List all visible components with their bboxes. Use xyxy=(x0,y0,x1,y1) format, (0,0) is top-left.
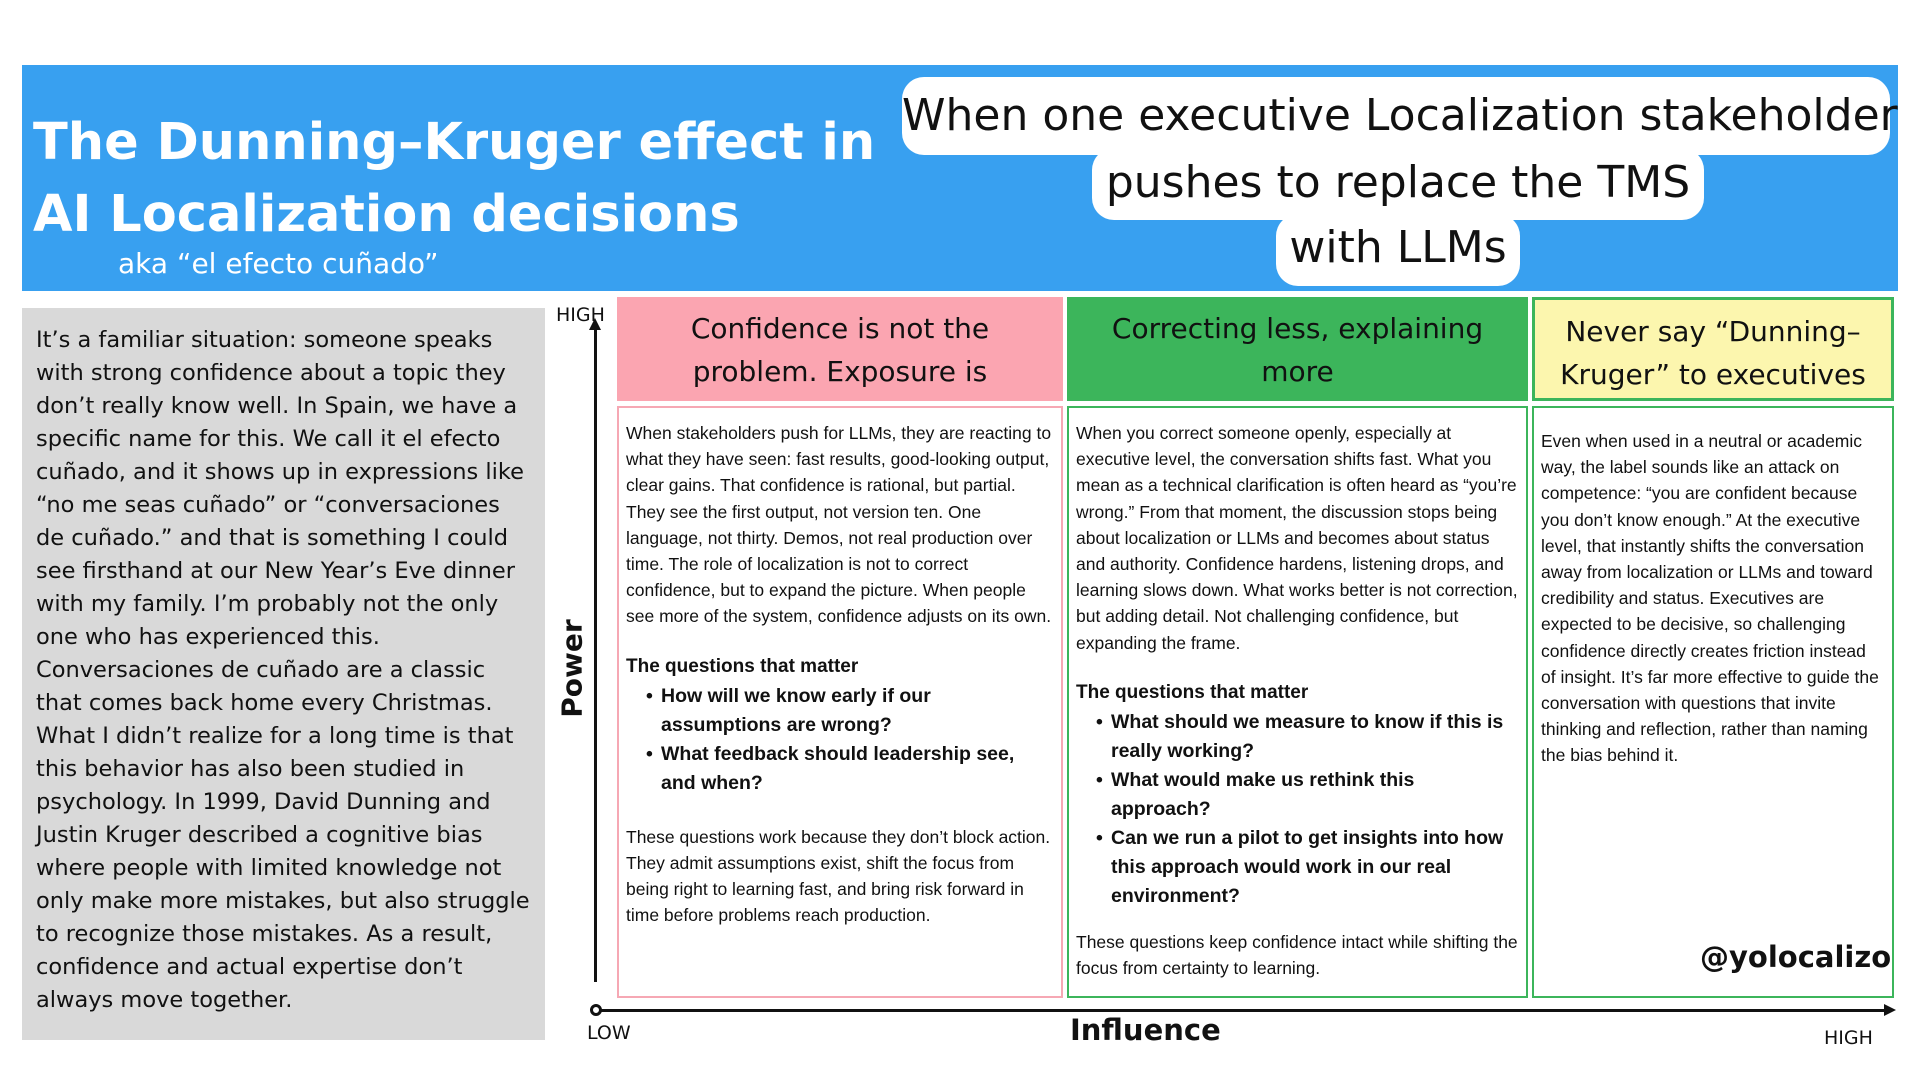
y-axis-line xyxy=(594,326,597,982)
list-item: • What feedback should leadership see, and when? xyxy=(646,740,1054,798)
column-2-text: When you correct someone openly, especially at executive level, the conversation shifts fast. What you mean as a technical clarification is often heard as “you’re wrong.” From that moment, the discussion stops being about localization or LLMs and becomes about status and authority. Confidence hardens, listening drops, and learning slows down. What works better is not correction, but adding detail. Not challenging confidence, but expanding the frame. xyxy=(1076,423,1518,653)
headline-bubble-line-1: When one executive Localization stakeholder xyxy=(902,77,1890,155)
column-2-body xyxy=(1067,406,1528,998)
column-3-body xyxy=(1532,406,1894,998)
intro-panel xyxy=(22,308,545,1040)
column-2-heading: Correcting less, explaining more xyxy=(1067,297,1528,401)
page-title: The Dunning–Kruger effect in AI Localization decisions xyxy=(33,113,876,244)
x-axis-line xyxy=(598,1009,1886,1012)
column-1-text: When stakeholders push for LLMs, they are reacting to what they have seen: fast results, good-looking output, clear gains. That confidence is rational, but partial. They see the first output, not version ten. One language, not thirty. Demos, not real production over time. The role of localization is not to correct confidence, but to expand the picture. When people see more of the system, confidence adjusts on its own. xyxy=(626,423,1052,627)
column-2-questions-title: The questions that matter xyxy=(1076,681,1309,703)
list-item: • What should we measure to know if this is really working? xyxy=(1096,708,1519,766)
column-1-questions-list xyxy=(626,682,1054,798)
page-subtitle: aka “el efecto cuñado” xyxy=(118,247,439,280)
y-axis-high-label: HIGH xyxy=(556,304,605,326)
x-axis-title: Influence xyxy=(1070,1013,1221,1047)
author-handle: @yolocalizo xyxy=(1700,940,1892,974)
axis-origin-marker xyxy=(590,1004,602,1016)
column-1-heading: Confidence is not the problem. Exposure is xyxy=(617,297,1063,401)
list-item: • What would make us rethink this approach? xyxy=(1096,766,1519,824)
column-1-questions-title: The questions that matter xyxy=(626,655,859,677)
y-axis-title-text: Power xyxy=(555,619,589,718)
column-2-closing: These questions keep confidence intact while shifting the focus from certainty to learning. xyxy=(1076,932,1518,979)
x-axis-low-label: LOW xyxy=(587,1022,631,1044)
column-1-body xyxy=(617,406,1063,998)
intro-text: It’s a familiar situation: someone speaks with strong confidence about a topic they don’t really know well. In Spain, we have a specific name for this. We call it el efecto cuñado, and it shows up in expressions like “no me seas cuñado” or “conversaciones de cuñado.” and that is something I could see firsthand at our New Year’s Eve dinner with my family. I’m probably not the only one who has experienced this. Conversaciones de cuñado are a classic that comes back home every Christmas. What I didn’t realize for a long time is that this behavior has also been studied in psychology. In 1999, David Dunning and Justin Kruger described a cognitive bias where people with limited knowledge not only make more mistakes, but also struggle to recognize those mistakes. As a result, confidence and actual expertise don’t always move together. xyxy=(36,327,530,1013)
headline-bubble-line-3: with LLMs xyxy=(1276,214,1520,286)
column-2-questions-list xyxy=(1076,708,1519,911)
x-axis-arrow-icon xyxy=(1884,1004,1896,1016)
list-item: • How will we know early if our assumptions are wrong? xyxy=(646,682,1054,740)
x-axis-high-label: HIGH xyxy=(1824,1027,1873,1049)
headline-bubble-line-2: pushes to replace the TMS xyxy=(1092,148,1704,220)
column-1-closing: These questions work because they don’t block action. They admit assumptions exist, shift the focus from being right to learning fast, and bring risk forward in time before problems reach production. xyxy=(626,826,1051,926)
column-3-text: Even when used in a neutral or academic way, the label sounds like an attack on competence: “you are confident because you don’t know enough.” At the executive level, that instantly shifts the conversation away from localization or LLMs and toward credibility and status. Executives are expected to be decisive, so challenging confidence directly creates friction instead of insight. It’s far more effective to guide the conversation with questions that invite thinking and reflection, rather than naming the bias behind it. xyxy=(1541,431,1879,766)
list-item: • Can we run a pilot to get insights into how this approach would work in our real environment? xyxy=(1096,824,1519,911)
column-3-heading: Never say “Dunning–Kruger” to executives xyxy=(1532,297,1894,401)
